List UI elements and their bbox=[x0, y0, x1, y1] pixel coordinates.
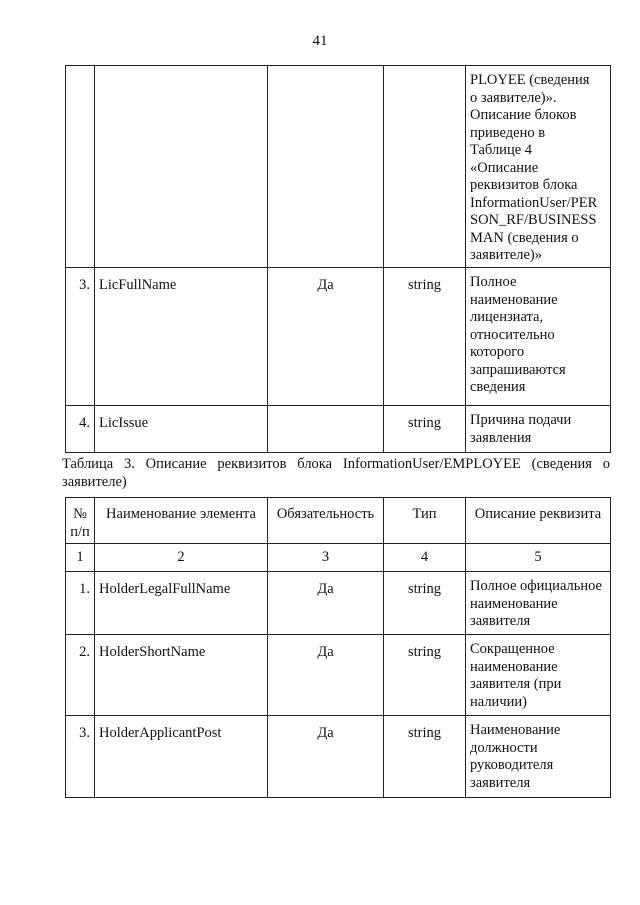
table-row bbox=[66, 268, 611, 406]
description-cell: Наименование должности руководителя заявителя bbox=[466, 716, 611, 798]
required-cell bbox=[268, 406, 384, 453]
requisites-table-3 bbox=[65, 497, 611, 798]
row-number-cell: 3. bbox=[66, 716, 95, 798]
description-cell: Полное официальное наименование заявителя bbox=[466, 572, 611, 635]
table-caption: Таблица 3. Описание реквизитов блока InformationUser/EMPLOYEE (сведения о заявителе) bbox=[62, 456, 610, 490]
element-name-cell bbox=[95, 66, 268, 268]
element-name-cell: HolderLegalFullName bbox=[95, 572, 268, 635]
row-number-cell bbox=[66, 66, 95, 268]
table-row bbox=[66, 572, 611, 635]
header-required: Обязательность bbox=[268, 498, 384, 544]
required-cell: Да bbox=[268, 572, 384, 635]
type-cell: string bbox=[384, 406, 466, 453]
required-cell: Да bbox=[268, 268, 384, 406]
element-name-cell: HolderShortName bbox=[95, 635, 268, 716]
header-type: Тип bbox=[384, 498, 466, 544]
description-cell: Причина подачи заявления bbox=[466, 406, 611, 453]
requisites-table-continued bbox=[65, 65, 611, 453]
column-number: 1 bbox=[66, 544, 95, 572]
table-row bbox=[66, 635, 611, 716]
description-cell: Полное наименование лицензиата, относительно которого запрашиваются сведения bbox=[466, 268, 611, 406]
description-cell: PLOYEE (сведения о заявителе)». Описание блоков приведено в Таблице 4 «Описание реквизитов блока InformationUser/PER SON_RF/BUSINESS MAN (сведения о заявителе)» bbox=[466, 66, 611, 268]
header-number: № п/п bbox=[66, 498, 95, 544]
required-cell: Да bbox=[268, 635, 384, 716]
type-cell bbox=[384, 66, 466, 268]
header-description: Описание реквизита bbox=[466, 498, 611, 544]
row-number-cell: 2. bbox=[66, 635, 95, 716]
page-number: 41 bbox=[312, 33, 328, 49]
column-number: 2 bbox=[95, 544, 268, 572]
table-header-row bbox=[66, 498, 611, 544]
type-cell: string bbox=[384, 716, 466, 798]
type-cell: string bbox=[384, 635, 466, 716]
row-number-cell: 1. bbox=[66, 572, 95, 635]
column-number: 5 bbox=[466, 544, 611, 572]
row-number-cell: 3. bbox=[66, 268, 95, 406]
element-name-cell: LicIssue bbox=[95, 406, 268, 453]
column-number-row bbox=[66, 544, 611, 572]
column-number: 3 bbox=[268, 544, 384, 572]
element-name-cell: HolderApplicantPost bbox=[95, 716, 268, 798]
required-cell bbox=[268, 66, 384, 268]
table-row bbox=[66, 716, 611, 798]
description-cell: Сокращенное наименование заявителя (при наличии) bbox=[466, 635, 611, 716]
table-row bbox=[66, 406, 611, 453]
row-number-cell: 4. bbox=[66, 406, 95, 453]
column-number: 4 bbox=[384, 544, 466, 572]
type-cell: string bbox=[384, 572, 466, 635]
required-cell: Да bbox=[268, 716, 384, 798]
element-name-cell: LicFullName bbox=[95, 268, 268, 406]
type-cell: string bbox=[384, 268, 466, 406]
header-element-name: Наименование элемента bbox=[95, 498, 268, 544]
table-row bbox=[66, 66, 611, 268]
